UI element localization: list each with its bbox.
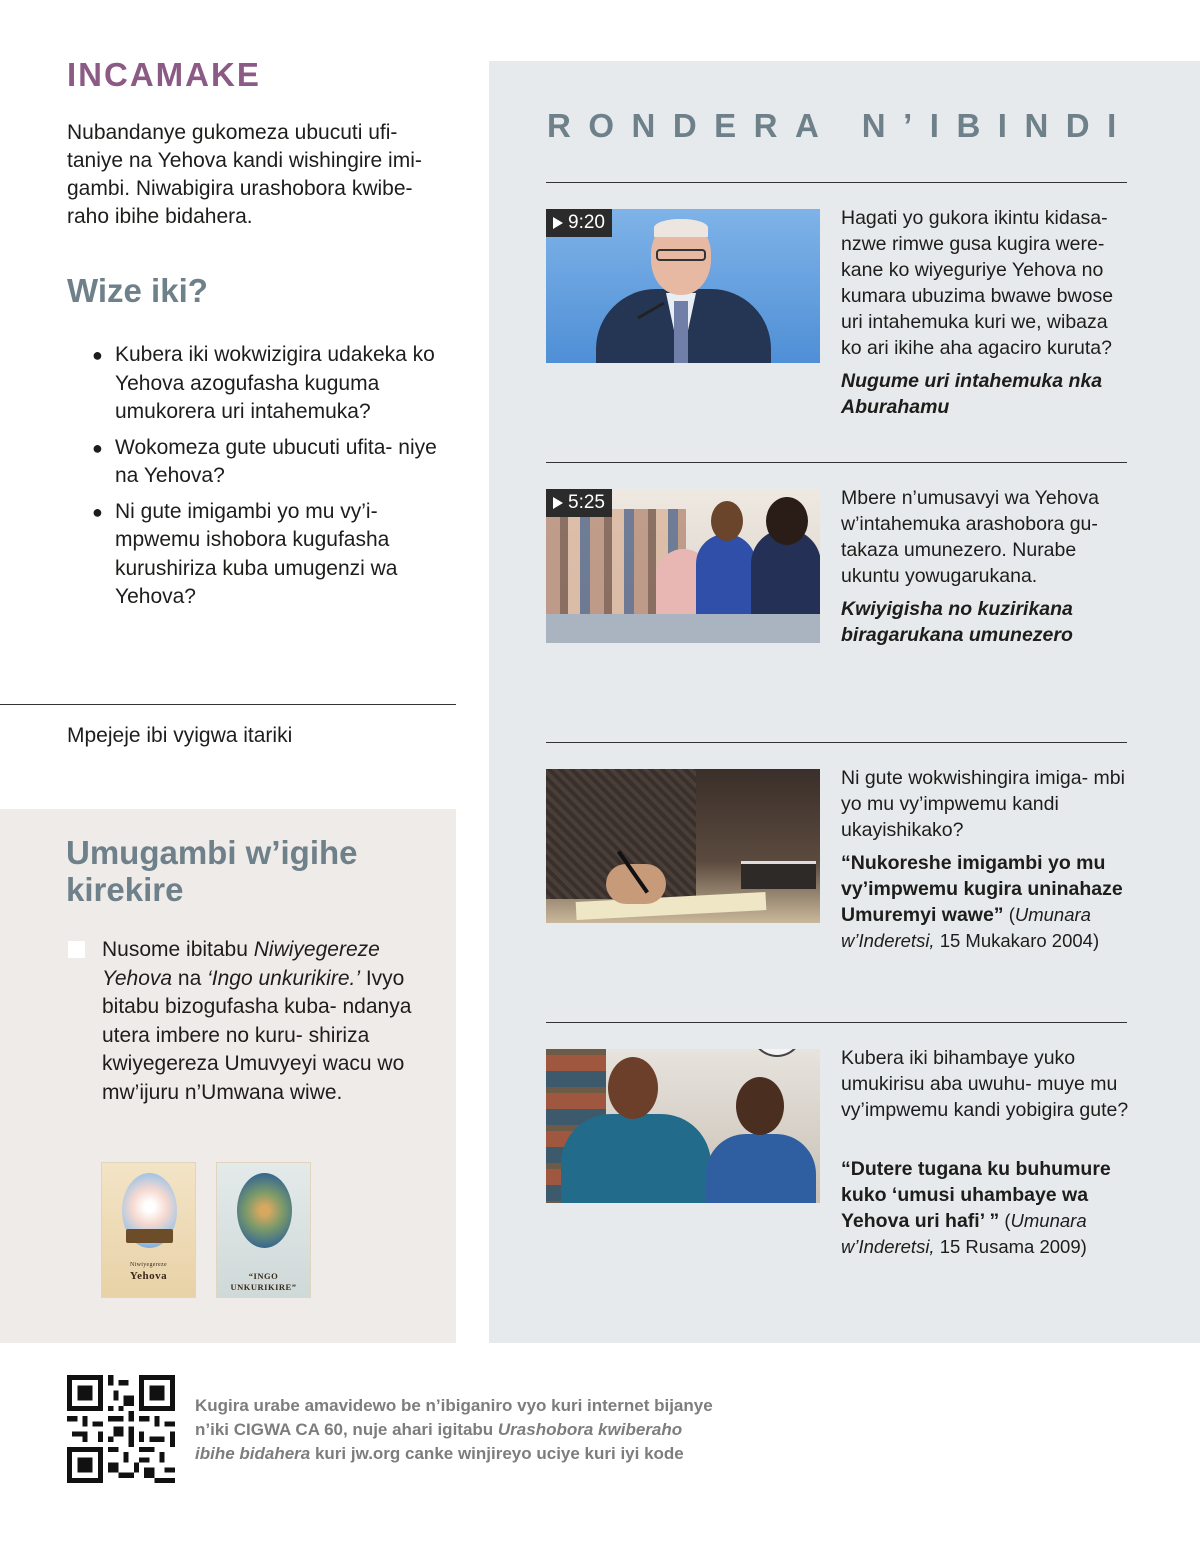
- book-cover-main-title: Yehova: [129, 1270, 168, 1282]
- video-title-link[interactable]: Kwiyigisha no kuzirikana biragarukana umunezero: [841, 598, 1073, 646]
- summary-text: Nubandanye gukomeza ubucuti ufi- taniye na Yehova kandi wishingire imi- gambi. Niwabigira urashobora kwibe- raho ibihe bidahera.: [67, 121, 422, 228]
- video-thumbnail[interactable]: [546, 209, 820, 363]
- article-title-link[interactable]: [841, 1156, 1131, 1260]
- footer-text: [195, 1394, 715, 1466]
- book-cover-main-title: “INGO UNKURIKIRE”: [230, 1271, 297, 1292]
- divider: [0, 704, 456, 705]
- review-question: [92, 341, 442, 427]
- video-duration-badge: [546, 489, 612, 517]
- completion-date-label: Mpejeje ibi vyigwa itariki: [67, 724, 293, 747]
- play-icon: [553, 497, 563, 509]
- book-cover-subtitle: Niwiyegereze: [130, 1262, 167, 1268]
- bullet-icon: ●: [92, 501, 103, 522]
- footer-text-part: Kugira urabe amavidewo be n’ibiganiro vyo kuri internet bijanye n’iki CIGWA CA 60, nuje ahari igitabu: [195, 1396, 713, 1439]
- video-duration: 5:25: [568, 492, 605, 513]
- bullet-icon: ●: [92, 345, 103, 365]
- review-questions-list: [92, 341, 442, 619]
- goal-text-part: Ivyo bitabu bizogufasha kuba- ndanya utera imbere no kuru- shiriza kwiyegereza Umuvyeyi wacu wo mw’ijuru n’Umwana wiwe.: [102, 966, 412, 1104]
- book-cover-title: [102, 1260, 195, 1282]
- review-question-text: Kubera iki wokwizigira udakeka ko Yehova azogufasha kuguma umukorera uri intahemuka?: [115, 343, 435, 423]
- goal-text: [102, 936, 432, 1107]
- divider: [546, 1022, 1127, 1023]
- review-question-text: Wokomeza gute ubucuti ufita- niye na Yehova?: [115, 435, 437, 487]
- qr-code[interactable]: [67, 1375, 175, 1483]
- article-title-link[interactable]: [841, 850, 1131, 954]
- video-title-link[interactable]: Nugume uri intahemuka nka Aburahamu: [841, 370, 1103, 418]
- cover-art: [237, 1173, 292, 1248]
- article-thumbnail[interactable]: [546, 1049, 820, 1203]
- play-icon: [553, 217, 563, 229]
- item-description: Kubera iki bihambaye yuko umukirisu aba uwuhu- muye mu vy’impwemu kandi yobigira gute?: [841, 1047, 1129, 1121]
- review-question-text: Ni gute imigambi yo mu vy’i- mpwemu ishobora kugufasha kurushiriza kuba umugenzi wa Yehova?: [115, 499, 398, 608]
- open-book-icon: [126, 1229, 173, 1243]
- goal-checkbox[interactable]: [68, 941, 85, 958]
- video-duration-badge: [546, 209, 612, 237]
- article-title: “Dutere tugana ku buhumure kuko ‘umusi uhambaye wa Yehova uri hafi’ ”: [841, 1158, 1111, 1232]
- bullet-icon: ●: [92, 437, 103, 458]
- article-source: (Umunara w’Inderetsi, 15 Rusama 2009): [841, 1210, 1087, 1257]
- video-thumbnail[interactable]: [546, 489, 820, 643]
- review-question: [92, 498, 442, 612]
- goal-book-title-1: Niwiyegereze Yehova: [102, 938, 380, 990]
- footer-text-part: kuri jw.org canke winjireyo uciye kuri iyi kode: [310, 1444, 684, 1463]
- divider: [546, 182, 1127, 183]
- item-description: Mbere n’umusavyi wa Yehova w’intahemuka arashobora gu- takaza umunezero. Nurabe ukuntu yowugarukana.: [841, 487, 1099, 587]
- video-duration: 9:20: [568, 212, 605, 233]
- article-source: (Umunara w’Inderetsi, 15 Mukakaro 2004): [841, 904, 1100, 951]
- questions-heading: Wize iki?: [67, 272, 208, 309]
- goal-heading: Umugambi w’igihe kirekire: [66, 834, 358, 908]
- goal-book-title-2: ‘Ingo unkurikire.’: [207, 966, 361, 990]
- explore-heading: RONDERA N’IBINDI: [547, 107, 1134, 144]
- goal-text-part: na: [172, 966, 208, 990]
- book-cover-title: [217, 1271, 310, 1293]
- item-description: Ni gute wokwishingira imiga- mbi yo mu vy’impwemu kandi ukayishikako?: [841, 767, 1125, 841]
- item-description: Hagati yo gukora ikintu kidasa- nzwe rimwe gusa kugira were- kane ko wiyeguriye Yehova no kumara ubuzima bwawe bwose uri intahemuka kuri we, wibaza ko ari ikihe aha agaciro kuruta?: [841, 207, 1114, 359]
- summary-heading: INCAMAKE: [67, 56, 261, 93]
- divider: [546, 462, 1127, 463]
- article-title: “Nukoreshe imigambi yo mu vy’impwemu kugira uninahaze Umuremyi wawe”: [841, 852, 1123, 926]
- goal-text-part: Nusome ibitabu: [102, 938, 254, 961]
- review-question: [92, 434, 442, 491]
- article-thumbnail[interactable]: [546, 769, 820, 923]
- book-cover-niwiyegereze-yehova[interactable]: [101, 1162, 196, 1298]
- divider: [546, 742, 1127, 743]
- book-cover-ingo-unkurikire[interactable]: [216, 1162, 311, 1298]
- footer-book-title: Urashobora kwiberaho ibihe bidahera: [195, 1420, 683, 1463]
